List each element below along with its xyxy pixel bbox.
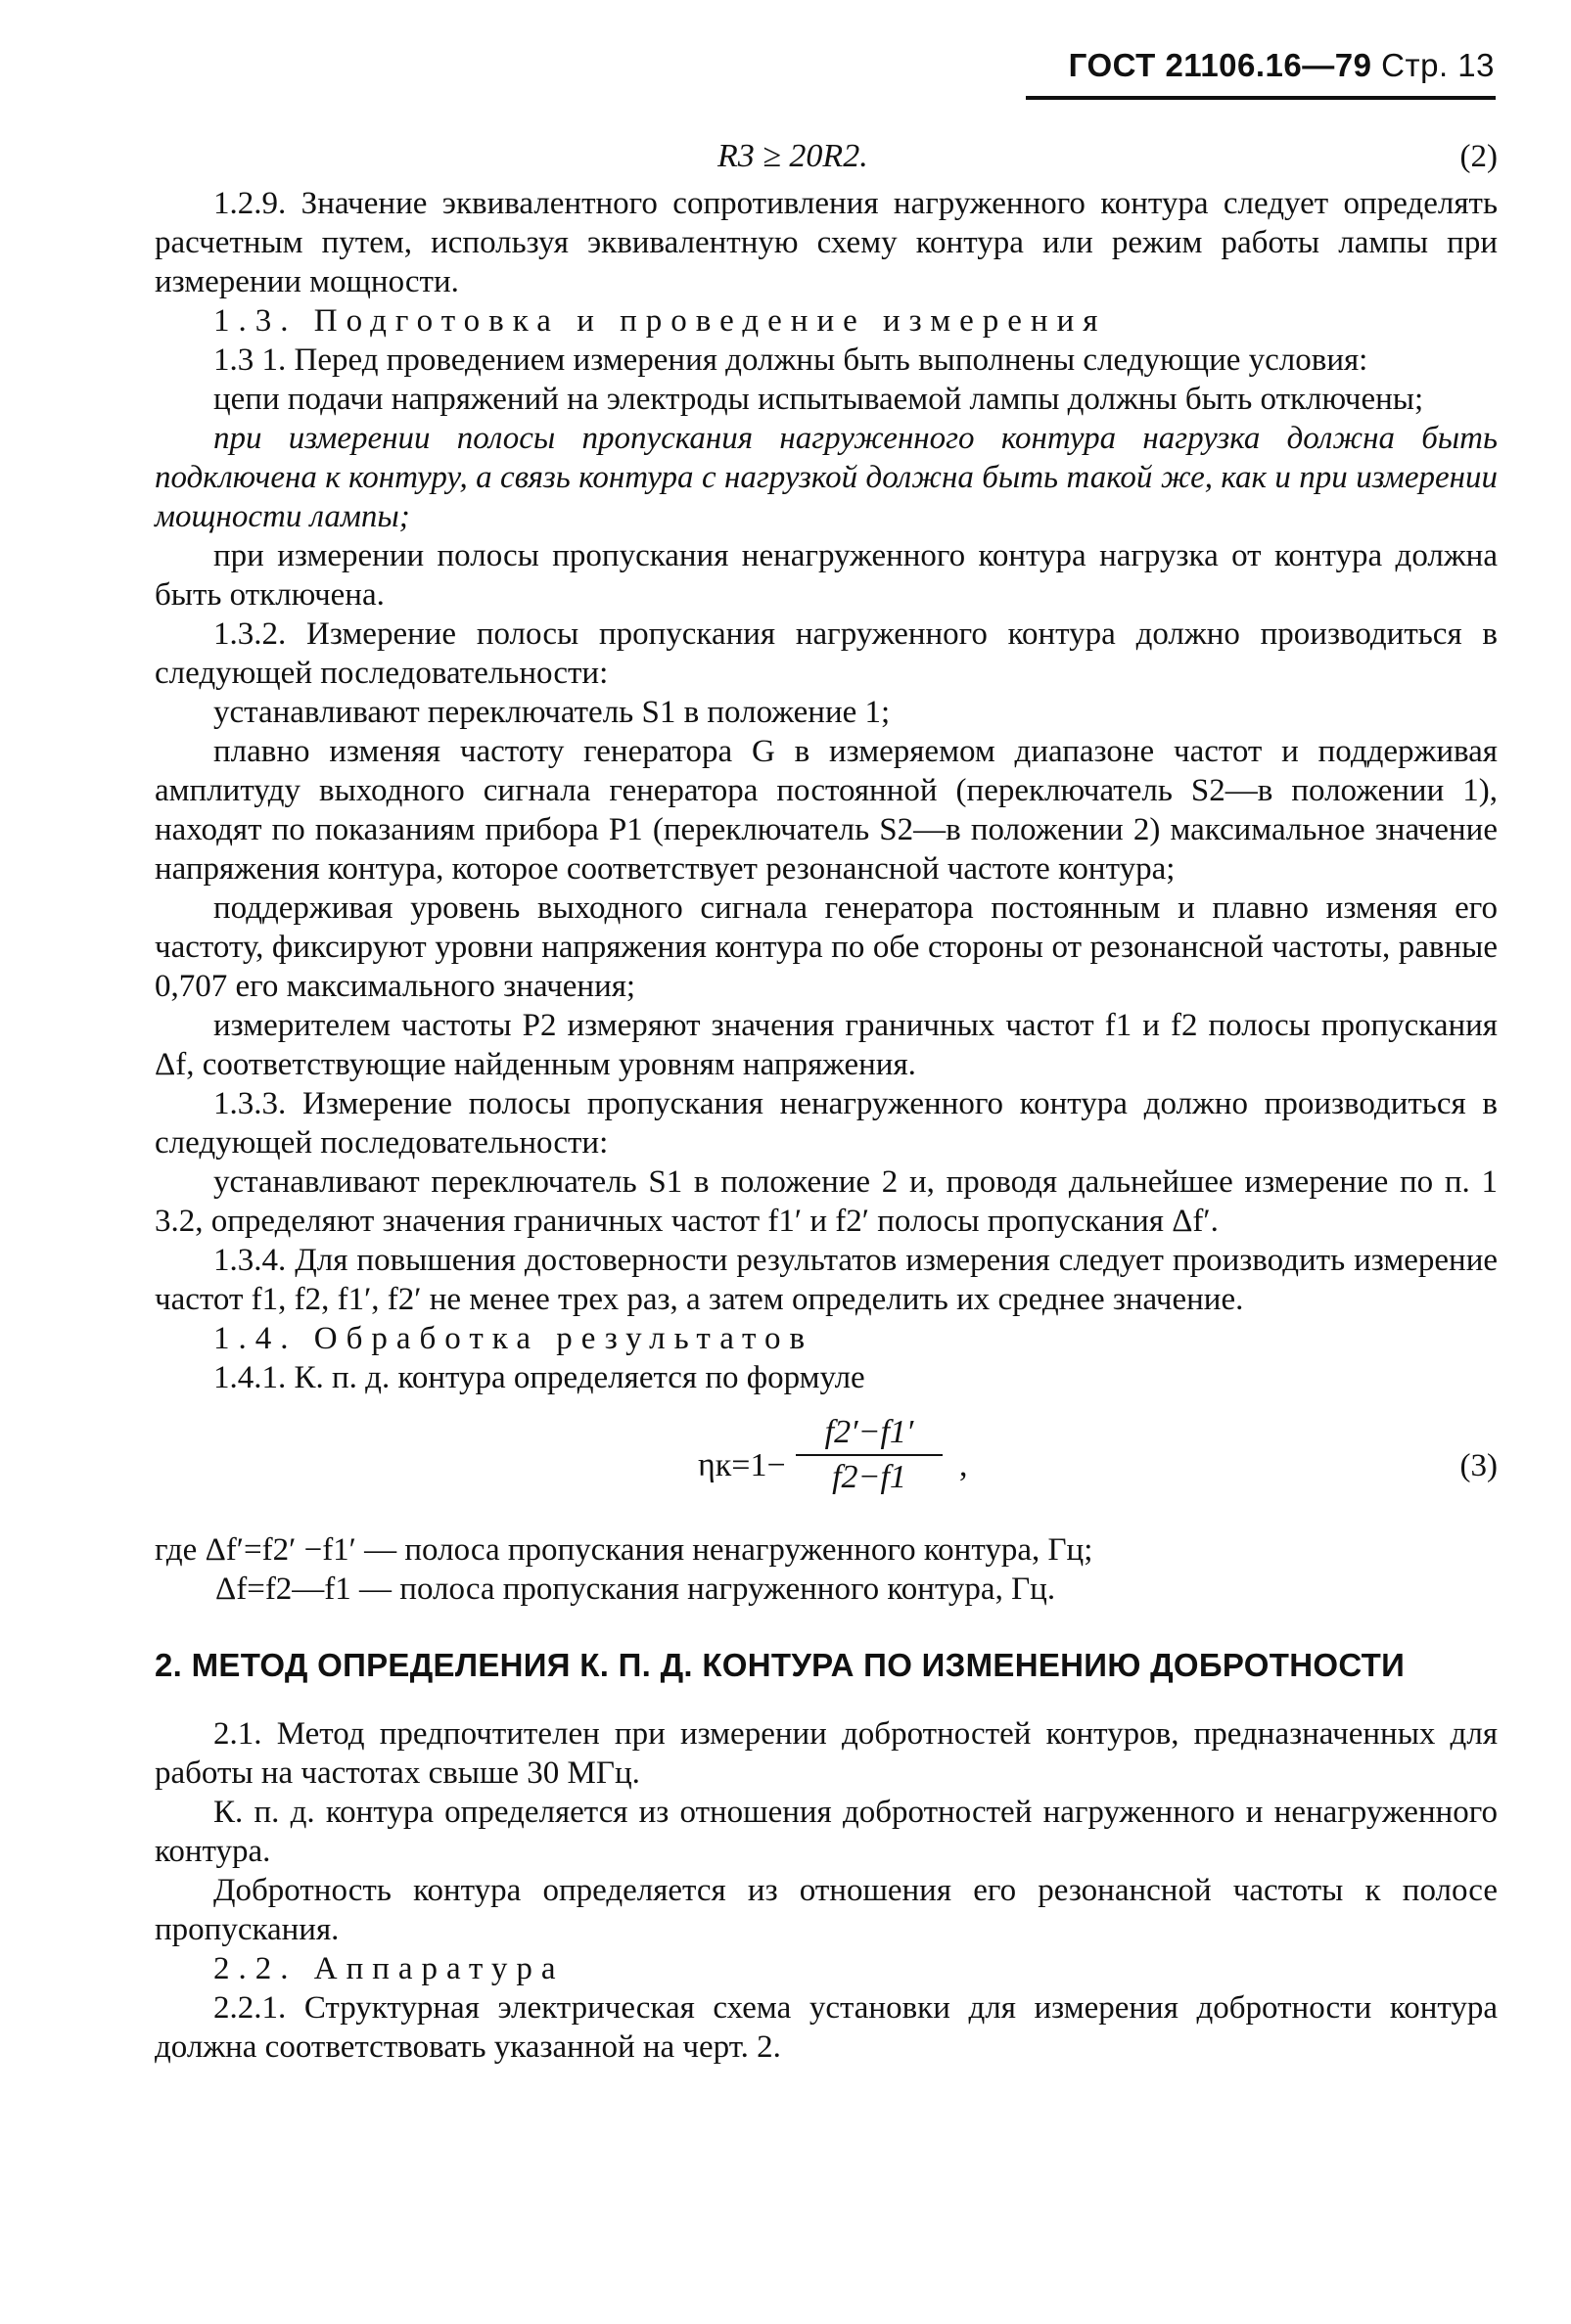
header-rule: [1026, 96, 1496, 100]
formula-3-number: (3): [1459, 1448, 1498, 1483]
step-1-3-2-a: устанавливают переключатель S1 в положение 1;: [213, 695, 891, 730]
paragraph-2-1-c: Добротность контура определяется из отношения его резонансной частоты к полосе пропускания.: [155, 1873, 1498, 1947]
subsection-2-2-heading: 2.2. Аппаратура: [213, 1951, 565, 1986]
paragraph-2-1-b: К. п. д. контура определяется из отношения добротностей нагруженного и ненагруженного контура.: [155, 1795, 1498, 1869]
subsection-1-3-heading: 1.3. Подготовка и проведение измерения: [213, 303, 1107, 339]
step-1-3-2-b: плавно изменяя частоту генератора G в измеряемом диапазоне частот и поддерживая амплитуду выходного сигнала генератора постоянной (переключатель S2—в положении 1), находят по показаниям прибора P1 (переключатель S2—в положении 2) максимальное значение напряжения контура, которое соответствует резонансной частоте контура;: [155, 734, 1498, 887]
formula-2-number: (2): [1459, 139, 1498, 174]
step-1-3-2-c: поддерживая уровень выходного сигнала генератора постоянным и плавно изменяя его частоту, фиксируют уровни напряжения контура по обе стороны от резонансной частоты, равные 0,707 его максимального значения;: [155, 890, 1498, 1004]
paragraph-1-3-1: 1.3 1. Перед проведением измерения должны быть выполнены следующие условия:: [213, 342, 1368, 378]
condition-2: при измерении полосы пропускания нагруженного контура нагрузка должна быть подключена к контуру, а связь контура с нагрузкой должна быть такой же, как и при измерении мощности лампы;: [155, 421, 1498, 534]
formula-3-fraction: [796, 1413, 943, 1497]
paragraph-1-3-4: 1.3.4. Для повышения достоверности результатов измерения следует производить измерение частот f1, f2, f1′, f2′ не менее трех раз, а затем определить их среднее значение.: [155, 1243, 1498, 1317]
document-body: [155, 137, 1498, 2067]
paragraph-1-4-1: 1.4.1. К. п. д. контура определяется по формуле: [213, 1360, 865, 1395]
section-2-title: 2. МЕТОД ОПРЕДЕЛЕНИЯ К. П. Д. КОНТУРА ПО ИЗМЕНЕНИЮ ДОБРОТНОСТИ: [155, 1647, 1406, 1683]
step-1-3-3-a: устанавливают переключатель S1 в положение 2 и, проводя дальнейшее измерение по п. 1 3.2, определяют значения граничных частот f1′ и f2′ полосы пропускания Δf′.: [155, 1164, 1498, 1239]
formula-3-denominator: f2−f1: [832, 1459, 906, 1495]
condition-3: при измерении полосы пропускания ненагруженного контура нагрузка от контура должна быть отключена.: [155, 538, 1498, 613]
paragraph-1-3-3: 1.3.3. Измерение полосы пропускания ненагруженного контура должно производиться в следующей последовательности:: [155, 1086, 1498, 1161]
paragraph-2-2-1: 2.2.1. Структурная электрическая схема установки для измерения добротности контура должна соответствовать указанной на черт. 2.: [155, 1990, 1498, 2065]
where-line-1: где Δf′=f2′ −f1′ — полоса пропускания ненагруженного контура, Гц;: [155, 1532, 1093, 1568]
formula-2: [155, 137, 1498, 182]
paragraph-1-3-2: 1.3.2. Измерение полосы пропускания нагруженного контура должно производиться в следующей последовательности:: [155, 616, 1498, 691]
formula-2-expression: R3 ≥ 20R2.: [717, 138, 868, 174]
page-header: [1069, 47, 1495, 84]
fraction-bar: [796, 1454, 943, 1456]
paragraph-1-2-9: 1.2.9. Значение эквивалентного сопротивления нагруженного контура следует определять расчетным путем, используя эквивалентную схему контура или режим работы лампы при измерении мощности.: [155, 186, 1498, 299]
subsection-1-4-heading: 1.4. Обработка результатов: [213, 1321, 814, 1356]
paragraph-2-1: 2.1. Метод предпочтителен при измерении добротностей контуров, предназначенных для работы на частотах свыше 30 МГц.: [155, 1716, 1498, 1791]
formula-3: [155, 1403, 1498, 1527]
standard-code: ГОСТ 21106.16—79: [1068, 47, 1372, 83]
formula-3-numerator: f2′−f1′: [824, 1414, 914, 1450]
condition-1: цепи подачи напряжений на электроды испытываемой лампы должны быть отключены;: [213, 382, 1424, 417]
formula-3-comma: ,: [959, 1447, 968, 1483]
where-line-2: Δf=f2—f1 — полоса пропускания нагруженного контура, Гц.: [215, 1572, 1056, 1607]
page-number: Стр. 13: [1381, 47, 1495, 83]
step-1-3-2-d: измерителем частоты P2 измеряют значения граничных частот f1 и f2 полосы пропускания Δf, соответствующие найденным уровням напряжения.: [155, 1008, 1498, 1082]
formula-3-lhs: ηк=1−: [698, 1447, 786, 1483]
